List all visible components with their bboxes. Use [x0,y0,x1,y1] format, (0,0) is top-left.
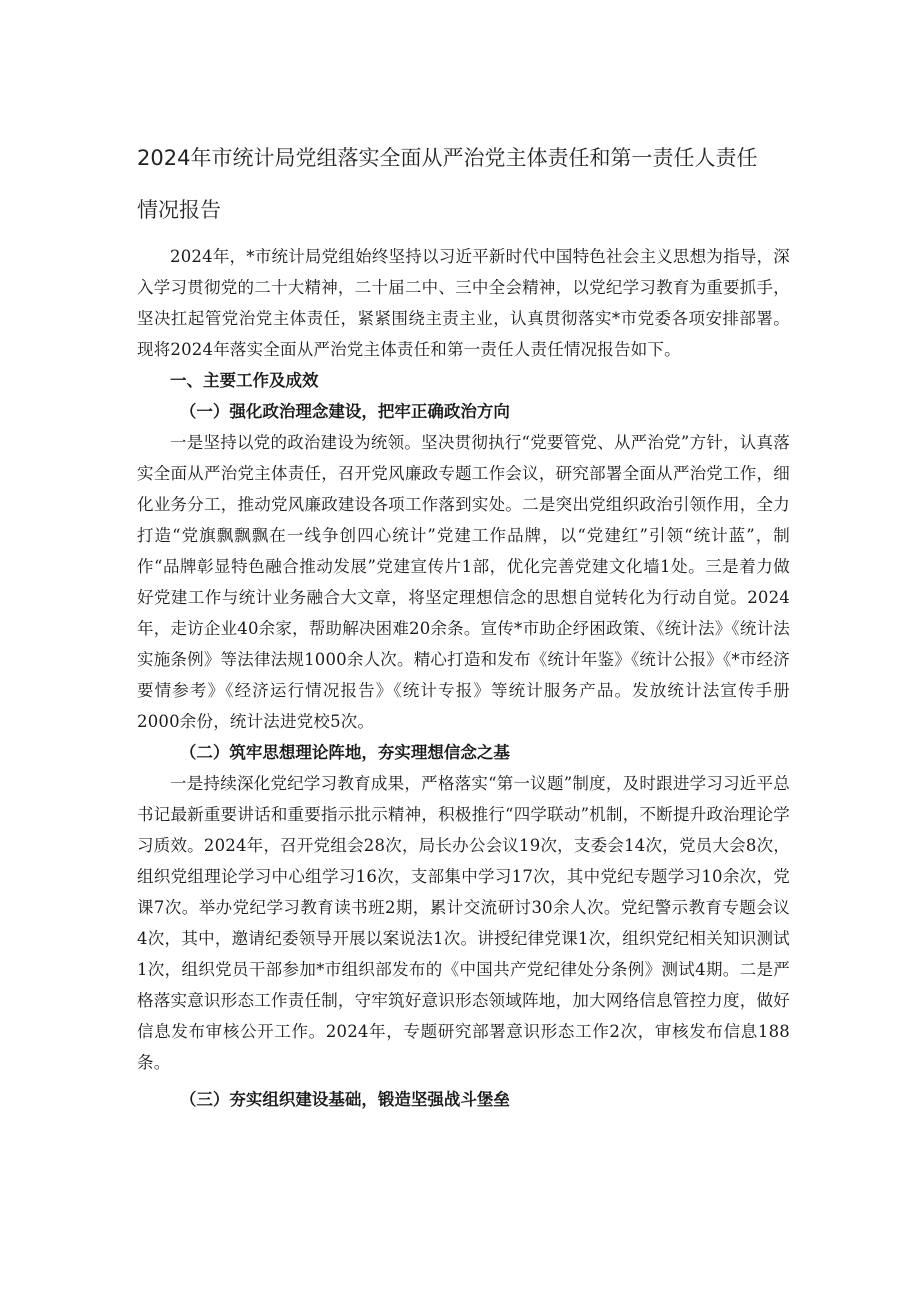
document-title-line-1: 2024年市统计局党组落实全面从严治党主体责任和第一责任人责任 [137,146,758,170]
political-paragraph: 一是坚持以党的政治建设为统领。坚决贯彻执行“党要管党、从严治党”方针，认真落实全面从严治党主体责任，召开党风廉政专题工作会议，研究部署全面从严治党工作，细化业务分工，推动党风廉政建设各项工作落到实处。二是突出党组织政治引领作用，全力打造“党旗飘飘飘在一线争创四心统计”党建工作品牌，以“党建红”引领“统计蓝”，制作“品牌彰显特色融合推动发展”党建宣传片1部，优化完善党建文化墙1处。三是着力做好党建工作与统计业务融合大文章，将坚定理想信念的思想自觉转化为行动自觉。2024年，走访企业40余家，帮助解决困难20余条。宣传*市助企纾困政策、《统计法》《统计法实施条例》等法律法规1000余人次。精心打造和发布《统计年鉴》《统计公报》《*市经济要情参考》《经济运行情况报告》《统计专报》等统计服务产品。发放统计法宣传手册2000余份，统计法进党校5次。 [137,433,790,731]
subsection-heading-political: （一）强化政治理念建设，把牢正确政治方向 [179,402,510,421]
section-heading-main-work: 一、主要工作及成效 [170,371,319,390]
subsection-heading-ideology: （二）筑牢思想理论阵地，夯实理想信念之基 [179,743,510,762]
intro-paragraph: 2024年，*市统计局党组始终坚持以习近平新时代中国特色社会主义思想为指导，深入学习贯彻党的二十大精神，二十届二中、三中全会精神，以党纪学习教育为重要抓手，坚决扛起管党治党主体责任，紧紧围绕主责主业，认真贯彻落实*市党委各项安排部署。现将2024年落实全面从严治党主体责任和第一责任人责任情况报告如下。 [137,247,790,359]
ideology-paragraph: 一是持续深化党纪学习教育成果，严格落实“第一议题”制度，及时跟进学习习近平总书记最新重要讲话和重要指示批示精神，积极推行“四学联动”机制，不断提升政治理论学习质效。2024年，召开党组会28次，局长办公会议19次，支委会14次，党员大会8次，组织党组理论学习中心组学习16次，支部集中学习17次，其中党纪专题学习10余次，党课7次。举办党纪学习教育读书班2期，累计交流研讨30余人次。党纪警示教育专题会议4次，其中，邀请纪委领导开展以案说法1次。讲授纪律党课1次，组织党纪相关知识测试1次，组织党员干部参加*市组织部发布的《中国共产党纪律处分条例》测试4期。二是严格落实意识形态工作责任制，守牢筑好意识形态领域阵地，加大网络信息管控力度，做好信息发布审核公开工作。2024年，专题研究部署意识形态工作2次，审核发布信息188条。 [137,774,790,1072]
document-body [137,241,790,1115]
subsection-heading-organization: （三）夯实组织建设基础，锻造坚强战斗堡垒 [179,1090,510,1109]
document-title-line-2: 情况报告 [137,198,221,222]
